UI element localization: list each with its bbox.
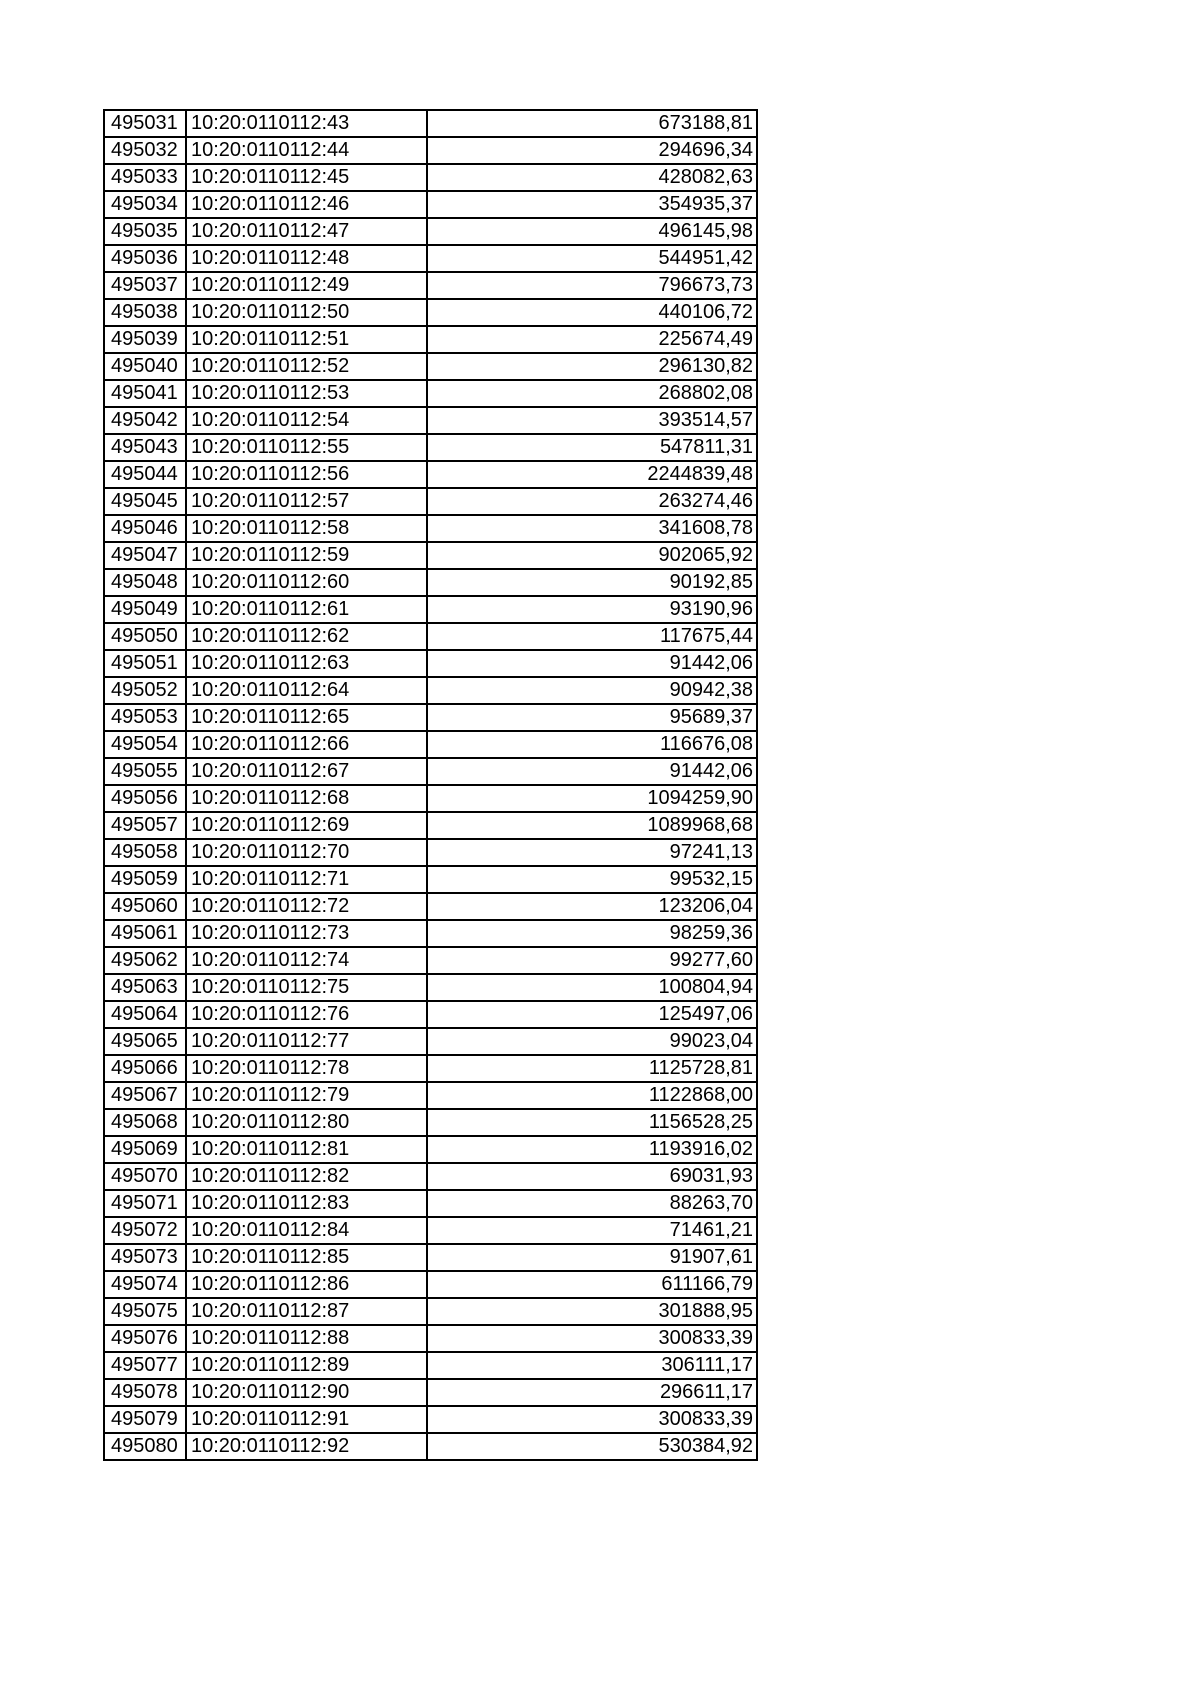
table-row — [104, 650, 757, 677]
table-row — [104, 353, 757, 380]
row-id-cell: 495071 — [104, 1190, 186, 1217]
row-value-cell: 93190,96 — [427, 596, 757, 623]
row-timestamp-cell: 10:20:0110112:74 — [186, 947, 427, 974]
row-value-cell: 354935,37 — [427, 191, 757, 218]
table-row — [104, 380, 757, 407]
data-table — [103, 109, 758, 1461]
table-row — [104, 1298, 757, 1325]
table-row — [104, 839, 757, 866]
row-value-cell: 100804,94 — [427, 974, 757, 1001]
table-row — [104, 245, 757, 272]
row-timestamp-cell: 10:20:0110112:81 — [186, 1136, 427, 1163]
row-value-cell: 91907,61 — [427, 1244, 757, 1271]
row-timestamp-cell: 10:20:0110112:87 — [186, 1298, 427, 1325]
row-id-cell: 495047 — [104, 542, 186, 569]
table-row — [104, 785, 757, 812]
row-timestamp-cell: 10:20:0110112:80 — [186, 1109, 427, 1136]
row-timestamp-cell: 10:20:0110112:90 — [186, 1379, 427, 1406]
row-value-cell: 2244839,48 — [427, 461, 757, 488]
row-timestamp-cell: 10:20:0110112:86 — [186, 1271, 427, 1298]
row-id-cell: 495069 — [104, 1136, 186, 1163]
row-id-cell: 495037 — [104, 272, 186, 299]
row-timestamp-cell: 10:20:0110112:45 — [186, 164, 427, 191]
row-timestamp-cell: 10:20:0110112:43 — [186, 110, 427, 137]
row-timestamp-cell: 10:20:0110112:89 — [186, 1352, 427, 1379]
table-row — [104, 920, 757, 947]
row-value-cell: 1094259,90 — [427, 785, 757, 812]
row-id-cell: 495040 — [104, 353, 186, 380]
table-row — [104, 866, 757, 893]
row-id-cell: 495038 — [104, 299, 186, 326]
row-value-cell: 71461,21 — [427, 1217, 757, 1244]
table-row — [104, 542, 757, 569]
table-row — [104, 326, 757, 353]
table-row — [104, 1406, 757, 1433]
row-value-cell: 341608,78 — [427, 515, 757, 542]
row-id-cell: 495060 — [104, 893, 186, 920]
table-row — [104, 1163, 757, 1190]
row-id-cell: 495066 — [104, 1055, 186, 1082]
row-timestamp-cell: 10:20:0110112:92 — [186, 1433, 427, 1460]
row-value-cell: 428082,63 — [427, 164, 757, 191]
row-timestamp-cell: 10:20:0110112:63 — [186, 650, 427, 677]
row-value-cell: 91442,06 — [427, 650, 757, 677]
row-value-cell: 1193916,02 — [427, 1136, 757, 1163]
table-row — [104, 1109, 757, 1136]
row-value-cell: 97241,13 — [427, 839, 757, 866]
table-row — [104, 1217, 757, 1244]
row-id-cell: 495074 — [104, 1271, 186, 1298]
row-value-cell: 69031,93 — [427, 1163, 757, 1190]
table-row — [104, 1055, 757, 1082]
row-value-cell: 530384,92 — [427, 1433, 757, 1460]
row-timestamp-cell: 10:20:0110112:71 — [186, 866, 427, 893]
table-row — [104, 434, 757, 461]
table-row — [104, 407, 757, 434]
row-id-cell: 495050 — [104, 623, 186, 650]
table-row — [104, 1028, 757, 1055]
row-id-cell: 495063 — [104, 974, 186, 1001]
row-value-cell: 95689,37 — [427, 704, 757, 731]
row-timestamp-cell: 10:20:0110112:57 — [186, 488, 427, 515]
row-id-cell: 495075 — [104, 1298, 186, 1325]
row-id-cell: 495053 — [104, 704, 186, 731]
row-value-cell: 123206,04 — [427, 893, 757, 920]
row-value-cell: 99532,15 — [427, 866, 757, 893]
row-id-cell: 495042 — [104, 407, 186, 434]
row-value-cell: 296611,17 — [427, 1379, 757, 1406]
table-row — [104, 110, 757, 137]
row-id-cell: 495036 — [104, 245, 186, 272]
row-timestamp-cell: 10:20:0110112:72 — [186, 893, 427, 920]
row-id-cell: 495032 — [104, 137, 186, 164]
table-row — [104, 1190, 757, 1217]
row-id-cell: 495044 — [104, 461, 186, 488]
row-id-cell: 495045 — [104, 488, 186, 515]
row-timestamp-cell: 10:20:0110112:83 — [186, 1190, 427, 1217]
row-value-cell: 294696,34 — [427, 137, 757, 164]
row-timestamp-cell: 10:20:0110112:44 — [186, 137, 427, 164]
row-value-cell: 796673,73 — [427, 272, 757, 299]
row-value-cell: 225674,49 — [427, 326, 757, 353]
table-row — [104, 137, 757, 164]
row-timestamp-cell: 10:20:0110112:58 — [186, 515, 427, 542]
table-row — [104, 677, 757, 704]
table-row — [104, 1271, 757, 1298]
row-timestamp-cell: 10:20:0110112:82 — [186, 1163, 427, 1190]
row-id-cell: 495078 — [104, 1379, 186, 1406]
row-value-cell: 116676,08 — [427, 731, 757, 758]
row-value-cell: 300833,39 — [427, 1406, 757, 1433]
row-timestamp-cell: 10:20:0110112:73 — [186, 920, 427, 947]
table-row — [104, 758, 757, 785]
row-timestamp-cell: 10:20:0110112:62 — [186, 623, 427, 650]
row-value-cell: 1089968,68 — [427, 812, 757, 839]
row-timestamp-cell: 10:20:0110112:47 — [186, 218, 427, 245]
row-timestamp-cell: 10:20:0110112:54 — [186, 407, 427, 434]
row-timestamp-cell: 10:20:0110112:77 — [186, 1028, 427, 1055]
row-value-cell: 268802,08 — [427, 380, 757, 407]
row-value-cell: 90942,38 — [427, 677, 757, 704]
table-row — [104, 164, 757, 191]
table-row — [104, 1433, 757, 1460]
row-value-cell: 99277,60 — [427, 947, 757, 974]
table-row — [104, 812, 757, 839]
table-row — [104, 569, 757, 596]
row-id-cell: 495073 — [104, 1244, 186, 1271]
table-row — [104, 974, 757, 1001]
row-id-cell: 495077 — [104, 1352, 186, 1379]
table-row — [104, 1244, 757, 1271]
row-value-cell: 902065,92 — [427, 542, 757, 569]
row-id-cell: 495049 — [104, 596, 186, 623]
row-id-cell: 495058 — [104, 839, 186, 866]
table-row — [104, 731, 757, 758]
row-timestamp-cell: 10:20:0110112:64 — [186, 677, 427, 704]
row-value-cell: 91442,06 — [427, 758, 757, 785]
row-id-cell: 495076 — [104, 1325, 186, 1352]
table-row — [104, 272, 757, 299]
row-value-cell: 125497,06 — [427, 1001, 757, 1028]
row-timestamp-cell: 10:20:0110112:65 — [186, 704, 427, 731]
table-row — [104, 704, 757, 731]
row-value-cell: 117675,44 — [427, 623, 757, 650]
row-value-cell: 296130,82 — [427, 353, 757, 380]
row-id-cell: 495055 — [104, 758, 186, 785]
row-timestamp-cell: 10:20:0110112:88 — [186, 1325, 427, 1352]
row-id-cell: 495065 — [104, 1028, 186, 1055]
row-value-cell: 306111,17 — [427, 1352, 757, 1379]
row-value-cell: 88263,70 — [427, 1190, 757, 1217]
row-timestamp-cell: 10:20:0110112:52 — [186, 353, 427, 380]
row-id-cell: 495041 — [104, 380, 186, 407]
row-value-cell: 440106,72 — [427, 299, 757, 326]
row-id-cell: 495052 — [104, 677, 186, 704]
row-value-cell: 98259,36 — [427, 920, 757, 947]
row-id-cell: 495048 — [104, 569, 186, 596]
row-timestamp-cell: 10:20:0110112:75 — [186, 974, 427, 1001]
row-id-cell: 495054 — [104, 731, 186, 758]
row-value-cell: 1125728,81 — [427, 1055, 757, 1082]
row-timestamp-cell: 10:20:0110112:91 — [186, 1406, 427, 1433]
row-value-cell: 673188,81 — [427, 110, 757, 137]
row-value-cell: 547811,31 — [427, 434, 757, 461]
row-id-cell: 495031 — [104, 110, 186, 137]
row-timestamp-cell: 10:20:0110112:56 — [186, 461, 427, 488]
table-row — [104, 1082, 757, 1109]
row-value-cell: 301888,95 — [427, 1298, 757, 1325]
row-value-cell: 1122868,00 — [427, 1082, 757, 1109]
row-timestamp-cell: 10:20:0110112:67 — [186, 758, 427, 785]
row-timestamp-cell: 10:20:0110112:61 — [186, 596, 427, 623]
row-id-cell: 495068 — [104, 1109, 186, 1136]
row-id-cell: 495056 — [104, 785, 186, 812]
table-row — [104, 515, 757, 542]
row-id-cell: 495067 — [104, 1082, 186, 1109]
row-timestamp-cell: 10:20:0110112:68 — [186, 785, 427, 812]
row-timestamp-cell: 10:20:0110112:79 — [186, 1082, 427, 1109]
row-id-cell: 495039 — [104, 326, 186, 353]
row-id-cell: 495061 — [104, 920, 186, 947]
row-timestamp-cell: 10:20:0110112:59 — [186, 542, 427, 569]
table-row — [104, 623, 757, 650]
table-row — [104, 1001, 757, 1028]
row-timestamp-cell: 10:20:0110112:51 — [186, 326, 427, 353]
table-row — [104, 218, 757, 245]
table-row — [104, 1352, 757, 1379]
row-id-cell: 495070 — [104, 1163, 186, 1190]
row-value-cell: 611166,79 — [427, 1271, 757, 1298]
row-id-cell: 495072 — [104, 1217, 186, 1244]
row-timestamp-cell: 10:20:0110112:78 — [186, 1055, 427, 1082]
row-value-cell: 393514,57 — [427, 407, 757, 434]
row-value-cell: 496145,98 — [427, 218, 757, 245]
row-id-cell: 495079 — [104, 1406, 186, 1433]
row-value-cell: 263274,46 — [427, 488, 757, 515]
row-value-cell: 1156528,25 — [427, 1109, 757, 1136]
table-row — [104, 947, 757, 974]
row-timestamp-cell: 10:20:0110112:55 — [186, 434, 427, 461]
row-id-cell: 495059 — [104, 866, 186, 893]
row-value-cell: 99023,04 — [427, 1028, 757, 1055]
table-row — [104, 1379, 757, 1406]
row-timestamp-cell: 10:20:0110112:84 — [186, 1217, 427, 1244]
table-row — [104, 1325, 757, 1352]
table-row — [104, 191, 757, 218]
table-row — [104, 596, 757, 623]
table-row — [104, 893, 757, 920]
row-id-cell: 495064 — [104, 1001, 186, 1028]
table-body — [104, 110, 757, 1460]
row-timestamp-cell: 10:20:0110112:76 — [186, 1001, 427, 1028]
table-row — [104, 1136, 757, 1163]
row-timestamp-cell: 10:20:0110112:48 — [186, 245, 427, 272]
row-id-cell: 495035 — [104, 218, 186, 245]
row-timestamp-cell: 10:20:0110112:60 — [186, 569, 427, 596]
row-value-cell: 90192,85 — [427, 569, 757, 596]
row-timestamp-cell: 10:20:0110112:85 — [186, 1244, 427, 1271]
row-timestamp-cell: 10:20:0110112:70 — [186, 839, 427, 866]
row-timestamp-cell: 10:20:0110112:69 — [186, 812, 427, 839]
row-value-cell: 300833,39 — [427, 1325, 757, 1352]
row-timestamp-cell: 10:20:0110112:46 — [186, 191, 427, 218]
table-row — [104, 488, 757, 515]
table-row — [104, 299, 757, 326]
row-id-cell: 495057 — [104, 812, 186, 839]
row-id-cell: 495043 — [104, 434, 186, 461]
row-value-cell: 544951,42 — [427, 245, 757, 272]
row-id-cell: 495062 — [104, 947, 186, 974]
row-id-cell: 495080 — [104, 1433, 186, 1460]
row-id-cell: 495033 — [104, 164, 186, 191]
table-row — [104, 461, 757, 488]
row-timestamp-cell: 10:20:0110112:49 — [186, 272, 427, 299]
row-timestamp-cell: 10:20:0110112:53 — [186, 380, 427, 407]
row-timestamp-cell: 10:20:0110112:66 — [186, 731, 427, 758]
row-timestamp-cell: 10:20:0110112:50 — [186, 299, 427, 326]
row-id-cell: 495034 — [104, 191, 186, 218]
row-id-cell: 495046 — [104, 515, 186, 542]
row-id-cell: 495051 — [104, 650, 186, 677]
